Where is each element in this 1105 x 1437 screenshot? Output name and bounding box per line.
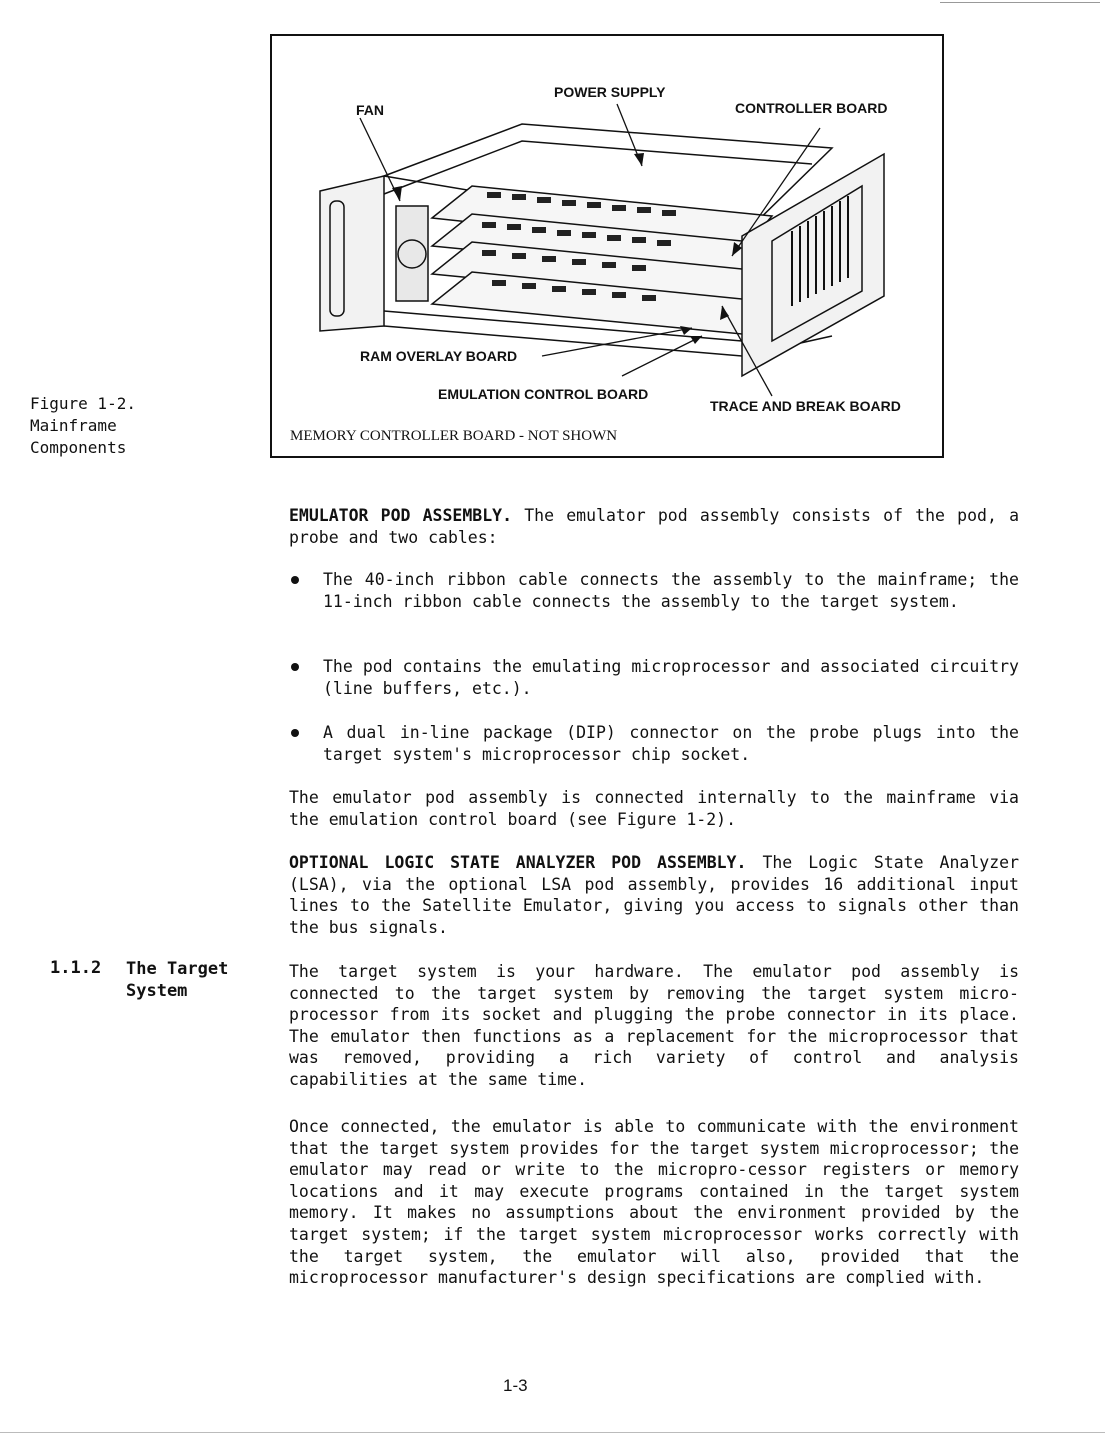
section-number: 1.1.2 <box>50 958 102 978</box>
trace-and-break-board-label: TRACE AND BREAK BOARD <box>710 398 901 414</box>
page-number: 1-3 <box>503 1376 528 1395</box>
lsa-text: The Logic State Analyzer (LSA), via the optional LSA pod assembly, provides 16 additional input lines to the Satellite Emulator, giving you access to signals other than the bus signals. <box>289 853 1020 937</box>
ram-overlay-board-label: RAM OVERLAY BOARD <box>360 348 518 364</box>
emulator-pod-paragraph <box>289 505 1019 548</box>
target-system-paragraph-1: The target system is your hardware. The emulator pod assembly is connected to the target system by removing the target system micro-processor from its socket and plugging the probe connector in its place. The emulator then functions as a replacement for the microprocessor that was removed, providing a rich variety of control and analysis capabilities at the same time. <box>289 962 1019 1089</box>
bullet-text: The pod contains the emulating microprocessor and associated circuitry (line buffers, etc.). <box>323 657 1019 698</box>
emulator-pod-intro: The emulator pod assembly consists of the pod, a probe and two cables: <box>289 506 1020 547</box>
memory-controller-note: MEMORY CONTROLLER BOARD - NOT SHOWN <box>290 428 618 444</box>
emulator-pod-connection: The emulator pod assembly is connected internally to the mainframe via the emulation control board (see Figure 1-2). <box>289 788 1019 829</box>
figure-caption: Figure 1-2. Mainframe Components <box>30 394 136 457</box>
section-title: The Target System <box>126 959 229 1001</box>
bullet-text: A dual in-line package (DIP) connector on the probe plugs into the target system's microprocessor chip socket. <box>323 723 1019 764</box>
bullet-icon <box>291 729 299 737</box>
bullet-icon <box>291 663 299 671</box>
bullet-text: The 40-inch ribbon cable connects the assembly to the mainframe; the 11-inch ribbon cable connects the assembly to the target system. <box>323 570 1019 611</box>
figure-1-2 <box>270 34 944 458</box>
fan-label: FAN <box>356 102 384 118</box>
controller-board-label: CONTROLLER BOARD <box>735 100 888 116</box>
target-system-paragraph-2: Once connected, the emulator is able to communicate with the environment that the target system provides for the target system microprocessor; the emulator may read or write to the micropro-cessor registers or memory locations and it may execute programs contained in the target system memory. It makes no assumptions about the environment provided by the target system; if the target system microprocessor works correctly with the target system, the emulator will also, provided that the microprocessor manufacturer's design specifications are complied with. <box>289 1117 1019 1288</box>
power-supply-label: POWER SUPPLY <box>554 84 666 100</box>
bullet-icon <box>291 576 299 584</box>
emulator-pod-heading: EMULATOR POD ASSEMBLY. <box>289 506 513 525</box>
lsa-paragraph <box>289 852 1019 938</box>
scan-edge-line <box>0 1432 1105 1433</box>
emulation-control-board-label: EMULATION CONTROL BOARD <box>438 386 649 402</box>
scan-edge-line <box>940 2 1100 3</box>
lsa-heading: OPTIONAL LOGIC STATE ANALYZER POD ASSEMBLY. <box>289 853 747 872</box>
